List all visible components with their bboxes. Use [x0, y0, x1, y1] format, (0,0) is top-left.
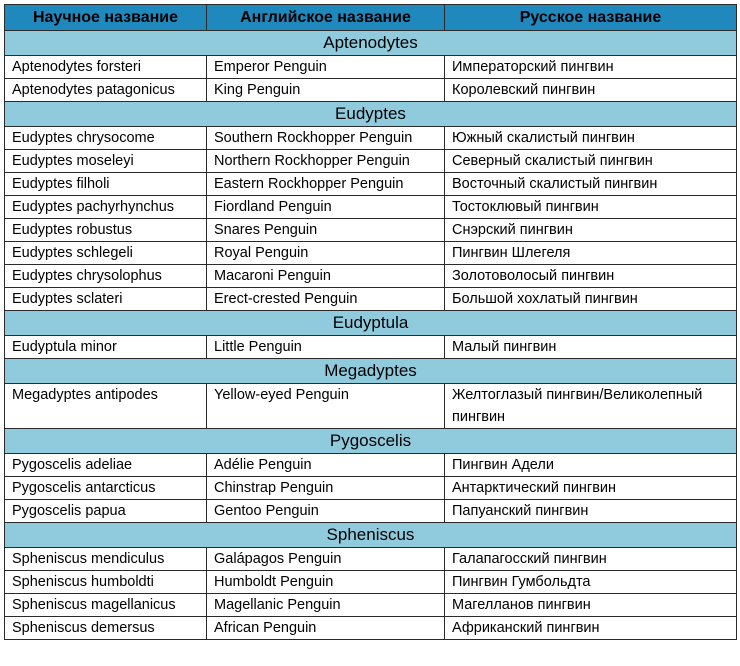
- genus-name: Eudyptula: [5, 311, 737, 336]
- cell-russian-name: Магелланов пингвин: [445, 594, 737, 617]
- cell-scientific-name: Pygoscelis antarcticus: [5, 477, 207, 500]
- genus-row: [5, 359, 737, 384]
- cell-russian-name: Императорский пингвин: [445, 56, 737, 79]
- cell-scientific-name: Eudyptes chrysocome: [5, 127, 207, 150]
- table-row: [5, 617, 737, 640]
- cell-scientific-name: Eudyptes filholi: [5, 173, 207, 196]
- cell-russian-name: Восточный скалистый пингвин: [445, 173, 737, 196]
- table-row: [5, 242, 737, 265]
- cell-scientific-name: Eudyptes chrysolophus: [5, 265, 207, 288]
- cell-scientific-name: Spheniscus demersus: [5, 617, 207, 640]
- cell-russian-name: Пингвин Гумбольдта: [445, 571, 737, 594]
- cell-english-name: Macaroni Penguin: [207, 265, 445, 288]
- genus-name: Pygoscelis: [5, 429, 737, 454]
- table-row: [5, 173, 737, 196]
- header-russian-name: Русское название: [445, 5, 737, 31]
- cell-scientific-name: Spheniscus magellanicus: [5, 594, 207, 617]
- cell-scientific-name: Eudyptes schlegeli: [5, 242, 207, 265]
- cell-scientific-name: Eudyptes moseleyi: [5, 150, 207, 173]
- cell-english-name: Northern Rockhopper Penguin: [207, 150, 445, 173]
- cell-scientific-name: Eudyptula minor: [5, 336, 207, 359]
- table-row: [5, 196, 737, 219]
- header-row: [5, 5, 737, 31]
- cell-russian-name: Папуанский пингвин: [445, 500, 737, 523]
- genus-row: [5, 31, 737, 56]
- table-row: [5, 594, 737, 617]
- cell-english-name: Southern Rockhopper Penguin: [207, 127, 445, 150]
- genus-row: [5, 523, 737, 548]
- cell-english-name: African Penguin: [207, 617, 445, 640]
- cell-scientific-name: Spheniscus mendiculus: [5, 548, 207, 571]
- table-row: [5, 265, 737, 288]
- table-row: [5, 571, 737, 594]
- cell-scientific-name: Aptenodytes forsteri: [5, 56, 207, 79]
- table-row: [5, 127, 737, 150]
- genus-name: Aptenodytes: [5, 31, 737, 56]
- table-row: [5, 336, 737, 359]
- table-row: [5, 219, 737, 242]
- genus-row: [5, 429, 737, 454]
- cell-english-name: Royal Penguin: [207, 242, 445, 265]
- cell-scientific-name: Pygoscelis adeliae: [5, 454, 207, 477]
- cell-english-name: Eastern Rockhopper Penguin: [207, 173, 445, 196]
- cell-scientific-name: Spheniscus humboldti: [5, 571, 207, 594]
- cell-russian-name: Снэрский пингвин: [445, 219, 737, 242]
- genus-name: Megadyptes: [5, 359, 737, 384]
- cell-english-name: Little Penguin: [207, 336, 445, 359]
- genus-name: Eudyptes: [5, 102, 737, 127]
- cell-russian-name: Пингвин Шлегеля: [445, 242, 737, 265]
- cell-english-name: Gentoo Penguin: [207, 500, 445, 523]
- table-row: [5, 384, 737, 429]
- cell-russian-name: Пингвин Адели: [445, 454, 737, 477]
- cell-russian-name: Тостоклювый пингвин: [445, 196, 737, 219]
- cell-russian-name: Южный скалистый пингвин: [445, 127, 737, 150]
- header-scientific-name: Научное название: [5, 5, 207, 31]
- cell-russian-name: Большой хохлатый пингвин: [445, 288, 737, 311]
- cell-russian-name: Антарктический пингвин: [445, 477, 737, 500]
- cell-russian-name: Галапагосский пингвин: [445, 548, 737, 571]
- cell-russian-name: Малый пингвин: [445, 336, 737, 359]
- table-row: [5, 548, 737, 571]
- cell-english-name: Emperor Penguin: [207, 56, 445, 79]
- cell-scientific-name: Megadyptes antipodes: [5, 384, 207, 429]
- cell-scientific-name: Eudyptes sclateri: [5, 288, 207, 311]
- cell-scientific-name: Eudyptes pachyrhynchus: [5, 196, 207, 219]
- cell-english-name: Chinstrap Penguin: [207, 477, 445, 500]
- cell-russian-name: Северный скалистый пингвин: [445, 150, 737, 173]
- genus-row: [5, 311, 737, 336]
- table-row: [5, 79, 737, 102]
- cell-english-name: Magellanic Penguin: [207, 594, 445, 617]
- cell-english-name: King Penguin: [207, 79, 445, 102]
- table-body: [5, 31, 737, 640]
- cell-english-name: Humboldt Penguin: [207, 571, 445, 594]
- table-row: [5, 477, 737, 500]
- cell-scientific-name: Pygoscelis papua: [5, 500, 207, 523]
- cell-russian-name: Золотоволосый пингвин: [445, 265, 737, 288]
- cell-scientific-name: Aptenodytes patagonicus: [5, 79, 207, 102]
- cell-english-name: Fiordland Penguin: [207, 196, 445, 219]
- cell-russian-name: Желтоглазый пингвин/Великолепный пингвин: [445, 384, 737, 429]
- cell-russian-name: Королевский пингвин: [445, 79, 737, 102]
- table-row: [5, 56, 737, 79]
- penguin-species-table: [4, 4, 737, 640]
- cell-english-name: Snares Penguin: [207, 219, 445, 242]
- cell-english-name: Erect-crested Penguin: [207, 288, 445, 311]
- genus-name: Spheniscus: [5, 523, 737, 548]
- cell-russian-name: Африканский пингвин: [445, 617, 737, 640]
- cell-scientific-name: Eudyptes robustus: [5, 219, 207, 242]
- header-english-name: Английское название: [207, 5, 445, 31]
- table-row: [5, 288, 737, 311]
- table-row: [5, 500, 737, 523]
- table-row: [5, 150, 737, 173]
- cell-english-name: Galápagos Penguin: [207, 548, 445, 571]
- genus-row: [5, 102, 737, 127]
- table-row: [5, 454, 737, 477]
- cell-english-name: Adélie Penguin: [207, 454, 445, 477]
- cell-english-name: Yellow-eyed Penguin: [207, 384, 445, 429]
